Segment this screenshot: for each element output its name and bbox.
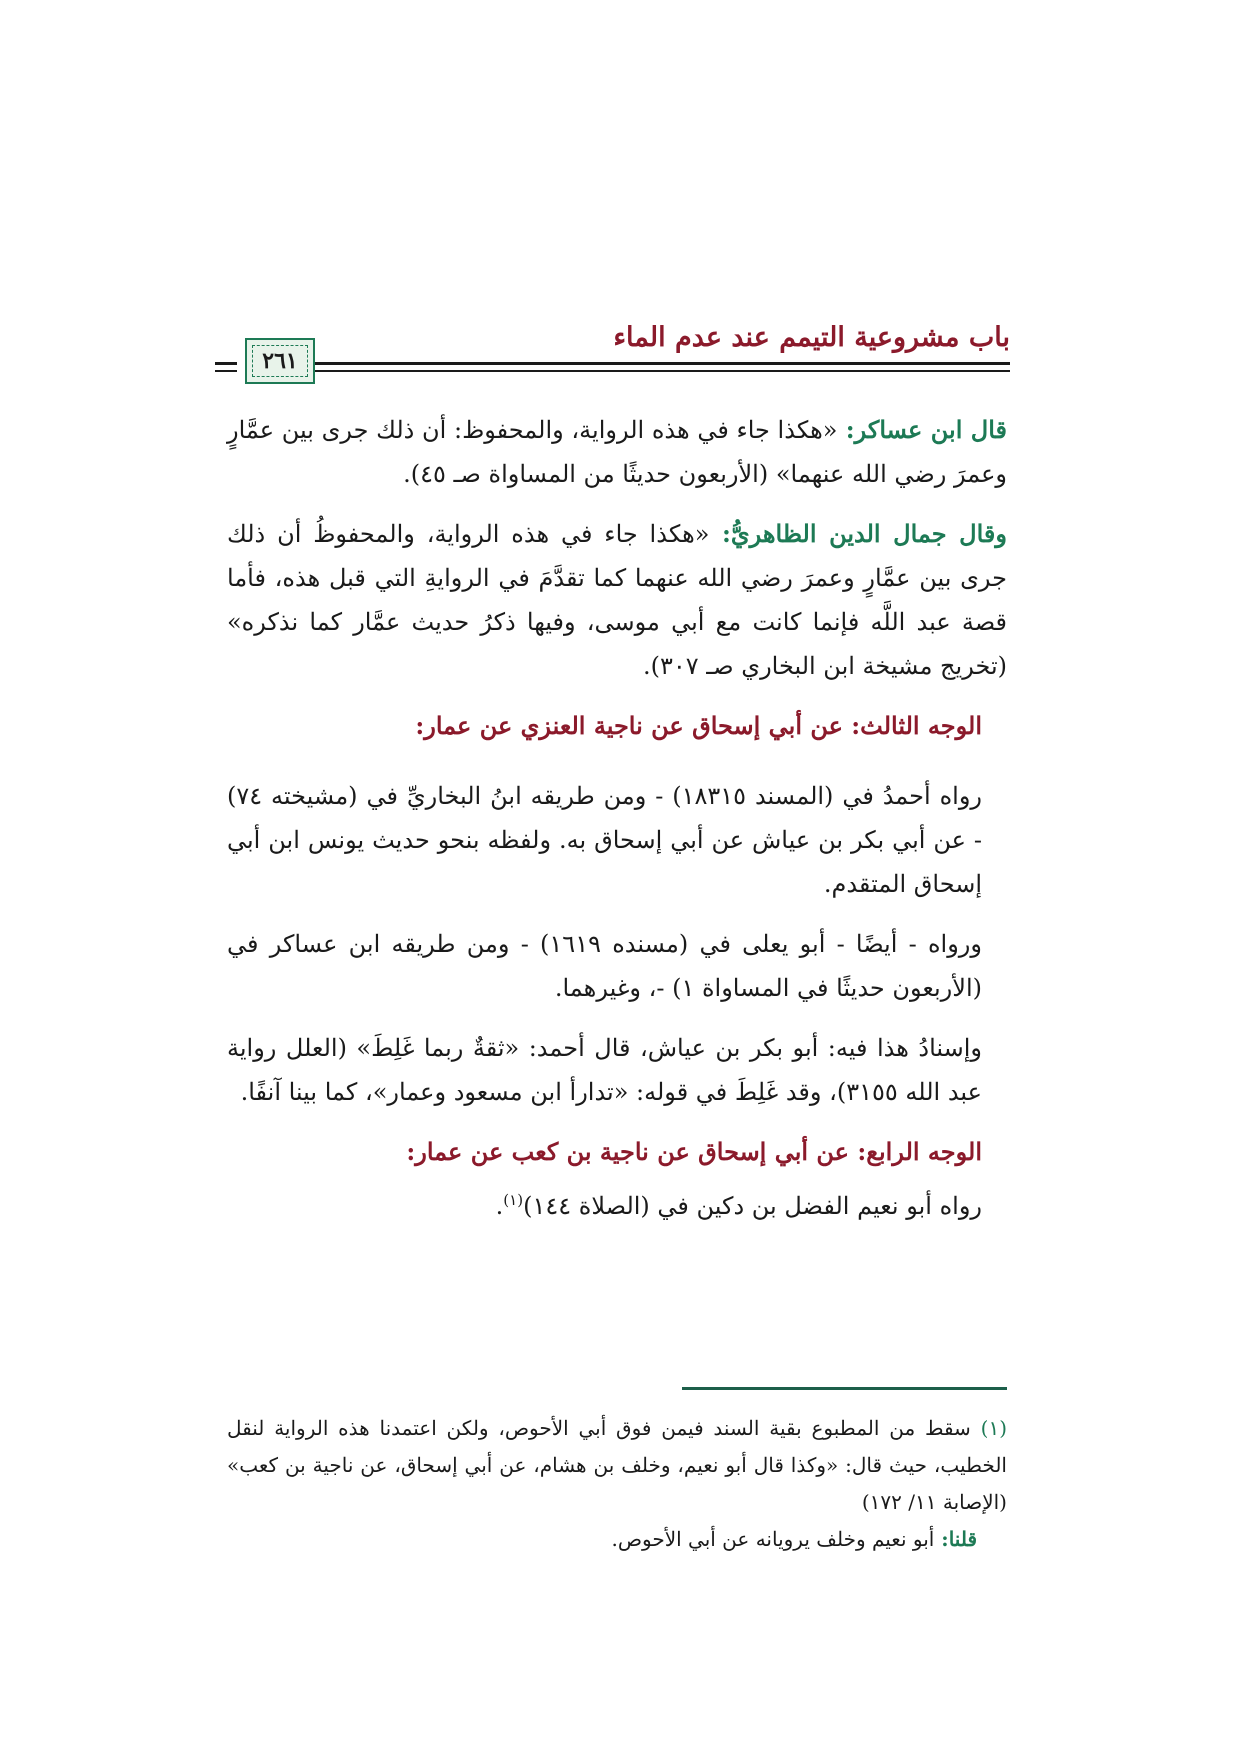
header-rule-left-bottom — [215, 370, 237, 372]
paragraph-abu-yala: ورواه - أيضًا - أبو يعلى في (مسنده ١٦١٩) - ومن طريقه ابن عساكر في (الأربعون حديثًا في المساواة ١) -، وغيرهما. — [227, 930, 982, 1002]
footnote-note-label: قلنا: — [934, 1527, 977, 1551]
section-heading-third: الوجه الثالث: عن أبي إسحاق عن ناجية العنزي عن عمار: — [415, 711, 982, 740]
footnote-1 — [227, 1410, 1007, 1521]
paragraph-jamal-aldin — [227, 512, 1007, 688]
footnote-note-text: أبو نعيم وخلف يرويانه عن أبي الأحوص. — [611, 1527, 935, 1551]
header-rule-left-top — [215, 362, 237, 365]
footnote-number: (١) — [980, 1416, 1007, 1440]
paragraph-text: «هكذا جاء في هذه الرواية، والمحفوظ: أن ذلك جرى بين عمَّارٍ وعمرَ رضي الله عنهما» (الأربعون حديثًا من المساواة صـ ٤٥). — [227, 416, 1007, 488]
speaker-label: وقال جمال الدين الظاهريُّ: — [709, 519, 1007, 548]
footnote-separator — [682, 1387, 1007, 1390]
paragraph-text: «هكذا جاء في هذه الرواية، والمحفوظُ أن ذلك جرى بين عمَّارٍ وعمرَ رضي الله عنهما كما تقدَّمَ في الروايةِ التي قبل هذه، فأما قصة عبد اللَّه فإنما كانت مع أبي موسى، وفيها ذكرُ حديث عمَّار كما نذكره» (تخريج مشيخة ابن البخاري صـ ٣٠٧). — [227, 520, 1007, 680]
footnotes — [227, 1410, 1007, 1558]
section-heading-fourth: الوجه الرابع: عن أبي إسحاق عن ناجية بن كعب عن عمار: — [406, 1137, 982, 1166]
paragraph-text: رواه أبو نعيم الفضل بن دكين في (الصلاة ١٤٤) — [523, 1192, 982, 1220]
paragraph-isnad: وإسنادُ هذا فيه: أبو بكر بن عياش، قال أحمد: «ثقةٌ ربما غَلِطَ» (العلل رواية عبد الله ٣١٥٥)، وقد غَلِطَ في قوله: «تدارأ ابن مسعود وعمار»، كما بينا آنفًا. — [227, 1034, 982, 1106]
paragraph-ibn-asakir — [227, 408, 1007, 496]
header-rule-bottom — [250, 370, 1010, 372]
chapter-title: باب مشروعية التيمم عند عدم الماء — [613, 322, 1010, 353]
paragraph-ahmad: رواه أحمدُ في (المسند ١٨٣١٥) - ومن طريقه ابنُ البخاريِّ في (مشيخته ٧٤) - عن أبي بكر بن عياش عن أبي إسحاق به. ولفظه بنحو حديث يونس ابن أبي إسحاق المتقدم. — [227, 782, 983, 898]
page-header — [215, 318, 1010, 384]
main-text — [227, 408, 1007, 1244]
paragraph-abu-nuaym — [227, 1184, 1007, 1228]
header-rule-top — [250, 362, 1010, 365]
footnote-note — [227, 1521, 1007, 1558]
page-number-badge — [245, 338, 315, 384]
footnote-text: سقط من المطبوع بقية السند فيمن فوق أبي الأحوص، ولكن اعتمدنا هذه الرواية لنقل الخطيب، حيث قال: «وكذا قال أبو نعيم، وخلف بن هشام، عن أبي إسحاق، عن ناجية بن كعب» (الإصابة ١١/ ١٧٢) — [227, 1416, 1007, 1514]
page-number: ٢٦١ — [262, 348, 298, 374]
footnote-reference[interactable]: (١) — [503, 1191, 524, 1209]
paragraph-end: . — [495, 1192, 504, 1220]
speaker-label: قال ابن عساكر: — [837, 415, 1007, 444]
